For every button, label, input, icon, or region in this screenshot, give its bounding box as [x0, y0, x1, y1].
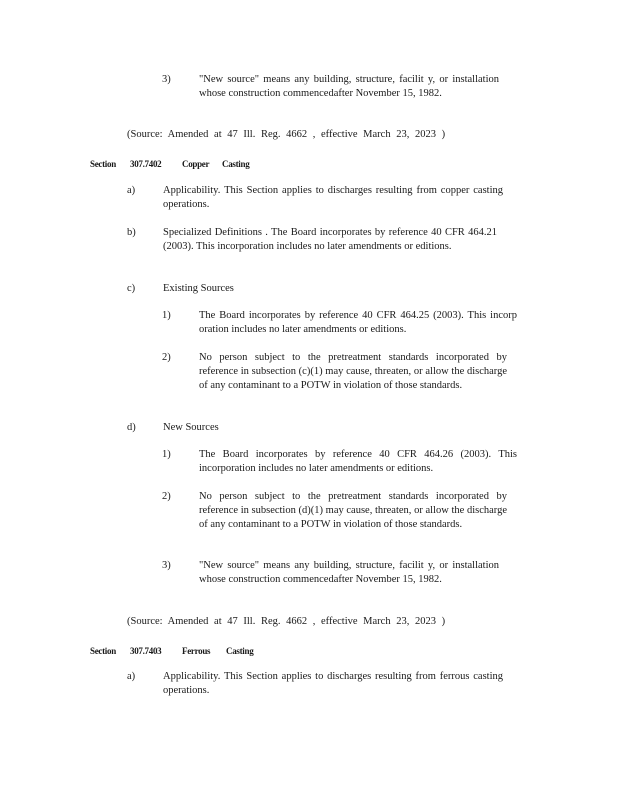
- item-number: 2): [162, 491, 171, 502]
- item-number: 1): [162, 310, 171, 321]
- subsection-letter: b): [127, 227, 136, 238]
- item-text: The Board incorporates by reference 40 CFR 464.26 (2003). This incorporation includes no later amendments or editions.: [199, 449, 517, 474]
- section-title-word: Casting: [222, 159, 250, 169]
- item-text: "New source" means any building, structure, facilit y, or installation whose construction commencedafter November 15, 1982.: [199, 560, 499, 585]
- subsection-title: New Sources: [163, 422, 219, 433]
- section-title-word: Copper: [182, 159, 210, 169]
- subsection-letter: a): [127, 671, 136, 682]
- section-title-word: Casting: [226, 646, 254, 656]
- section-word: Section: [90, 646, 116, 656]
- source-note: (Source: Amended at 47 Ill. Reg. 4662 , effective March 23, 2023 ): [127, 129, 446, 140]
- section-word: Section: [90, 159, 116, 169]
- item-text: The Board incorporates by reference 40 CFR 464.25 (2003). This incorp oration includes no later amendments or editions.: [199, 310, 517, 335]
- subsection-title: Existing Sources: [163, 283, 234, 294]
- section-number: 307.7403: [130, 646, 162, 656]
- subsection-letter: a): [127, 185, 136, 196]
- subsection-text: Applicability. This Section applies to discharges resulting from ferrous casting operations.: [163, 671, 503, 696]
- section-heading: [90, 158, 249, 170]
- section-title-word: Ferrous: [182, 646, 211, 656]
- subsection-letter: d): [127, 422, 136, 433]
- section-heading: [90, 645, 253, 657]
- subsection-text: Specialized Definitions . The Board incorporates by reference 40 CFR 464.21 (2003). This incorporation includes no later amendments or editions.: [163, 227, 497, 252]
- source-note: (Source: Amended at 47 Ill. Reg. 4662 , effective March 23, 2023 ): [127, 616, 446, 627]
- item-number: 2): [162, 352, 171, 363]
- item-number: 1): [162, 449, 171, 460]
- subsection-letter: c): [127, 283, 136, 294]
- item-text: No person subject to the pretreatment standards incorporated by reference in subsection (c)(1) may cause, threaten, or allow the discharge of any contaminant to a POTW in violation of those standards.: [199, 352, 507, 391]
- item-number: 3): [162, 560, 171, 571]
- subsection-text: Applicability. This Section applies to discharges resulting from copper casting operations.: [163, 185, 503, 210]
- section-number: 307.7402: [130, 159, 162, 169]
- item-text: No person subject to the pretreatment standards incorporated by reference in subsection (d)(1) may cause, threaten, or allow the discharge of any contaminant to a POTW in violation of those standards.: [199, 491, 507, 530]
- item-text: "New source" means any building, structure, facilit y, or installation whose construction commencedafter November 15, 1982.: [199, 74, 499, 99]
- item-number: 3): [162, 74, 171, 85]
